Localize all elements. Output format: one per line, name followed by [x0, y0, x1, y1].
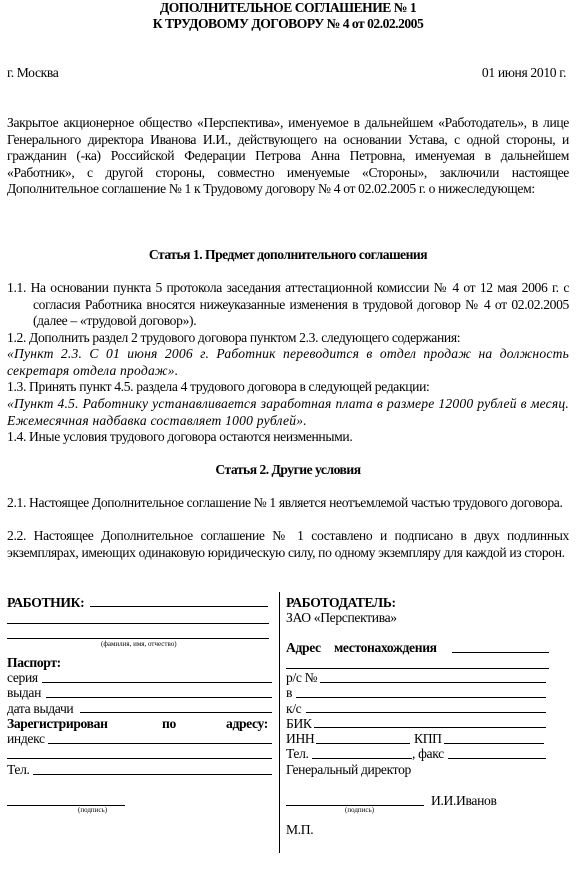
passport-issued-label: выдан — [7, 685, 42, 700]
kpp-label: КПП — [414, 731, 442, 746]
document-date: 01 июня 2010 г. — [481, 65, 566, 80]
clause-1-2-quote: «Пункт 2.3. С 01 июня 2006 г. Работник переводится в отдел продаж на должность секретаря отдела продаж». — [7, 346, 569, 378]
clause-1-1: 1.1. На основании пункта 5 протокола заседания аттестационной комиссии № 4 от 12 мая 2006 г. с согласия Работника вносятся нижеуказанные изменения в трудовой договор № 4 от 02.02.2005 (далее – «трудовой договор»). — [7, 280, 569, 328]
passport-label: Паспорт: — [7, 655, 61, 670]
clause-1-4: 1.4. Иные условия трудового договора остаются неизменными. — [7, 429, 353, 444]
passport-issue-date-label: дата выдачи — [7, 701, 74, 716]
registered-label-2: по — [162, 716, 176, 731]
employee-signature-line — [7, 805, 125, 806]
registered-label-3: адресу: — [226, 716, 268, 731]
fax-label: , факс — [412, 746, 444, 761]
seal-mark: М.П. — [286, 822, 314, 837]
employee-name-line — [90, 606, 268, 607]
passport-issued-line — [46, 697, 272, 698]
corr-account-line — [306, 712, 546, 713]
passport-series-label: серия — [7, 670, 38, 685]
director-title: Генеральный директор — [286, 762, 411, 777]
clause-1-3: 1.3. Принять пункт 4.5. раздела 4 трудового договора в следующей редакции: — [7, 379, 430, 394]
employee-name-line-3 — [7, 638, 269, 639]
corr-account-label: к/с — [286, 701, 302, 716]
employer-name: ЗАО «Перспектива» — [286, 610, 397, 625]
registered-label-1: Зарегистрирован — [7, 716, 108, 731]
employer-phone-label: Тел. — [286, 746, 309, 761]
employee-phone-line — [33, 774, 272, 775]
bank-line — [296, 697, 546, 698]
inn-label: ИНН — [286, 731, 315, 746]
employer-sign-caption: (подпись) — [345, 806, 375, 814]
document-title-line1: ДОПОЛНИТЕЛЬНОЕ СОГЛАШЕНИЕ № 1 — [159, 0, 417, 15]
clause-2-1: 2.1. Настоящее Дополнительное соглашение № 1 является неотъемлемой частью трудового договора. — [7, 495, 563, 510]
employee-heading: РАБОТНИК: — [7, 595, 85, 610]
bik-label: БИК — [286, 716, 312, 731]
address-line — [7, 758, 272, 759]
city: г. Москва — [7, 65, 59, 80]
employer-address-line-2 — [286, 668, 549, 669]
employer-phone-line — [312, 758, 412, 759]
column-divider — [279, 592, 280, 853]
clause-2-2: 2.2. Настоящее Дополнительное соглашение № 1 составлено и подписано в двух подлинных экземплярах, имеющих одинаковую юридическую силу, по одному экземпляру для каждой из сторон. — [7, 528, 569, 560]
kpp-line — [444, 743, 544, 744]
employer-address-line — [452, 652, 549, 653]
index-line — [48, 743, 272, 744]
employer-address-label-2: местонахождения — [334, 640, 437, 655]
fax-line — [448, 758, 546, 759]
employee-sign-caption: (подпись) — [78, 806, 108, 814]
clause-1-2: 1.2. Дополнить раздел 2 трудового договора пунктом 2.3. следующего содержания: — [7, 330, 461, 345]
preamble: Закрытое акционерное общество «Перспектива», именуемое в дальнейшем «Работодатель», в лице Генерального директора Иванова И.И., действующего на основании Устава, с одной стороны, и гражданин (-ка) Российской Федерации Петрова Анна Петровна, именуемая в дальнейшем «Работник», с другой стороны, совместно именуемые «Стороны», заключили настоящее Дополнительное соглашение № 1 к Трудовому договору № 4 от 02.02.2005 г. о нижеследующем: — [7, 115, 569, 196]
bank-label: в — [286, 685, 293, 700]
article1-heading: Статья 1. Предмет дополнительного соглашения — [148, 247, 428, 262]
employer-signer-name: И.И.Иванов — [431, 793, 497, 808]
bik-line — [314, 727, 546, 728]
employer-heading: РАБОТОДАТЕЛЬ: — [286, 595, 396, 610]
account-label: р/с № — [286, 670, 318, 685]
index-label: индекс — [7, 731, 45, 746]
employee-name-line-2 — [7, 623, 269, 624]
passport-issue-date-line — [80, 712, 272, 713]
inn-line — [316, 743, 410, 744]
clause-1-3-quote: «Пункт 4.5. Работнику устанавливается заработная плата в размере 12000 рублей в месяц. Ежемесячная надбавка составляет 1000 рублей». — [7, 396, 569, 428]
document-title-line2: К ТРУДОВОМУ ДОГОВОРУ № 4 от 02.02.2005 — [152, 16, 424, 31]
article2-heading: Статья 2. Другие условия — [215, 462, 361, 477]
employee-phone-label: Тел. — [7, 762, 30, 777]
employer-address-label-1: Адрес — [286, 640, 321, 655]
fio-caption: (фамилия, имя, отчество) — [101, 640, 177, 648]
passport-series-line — [42, 682, 272, 683]
account-line — [320, 682, 546, 683]
